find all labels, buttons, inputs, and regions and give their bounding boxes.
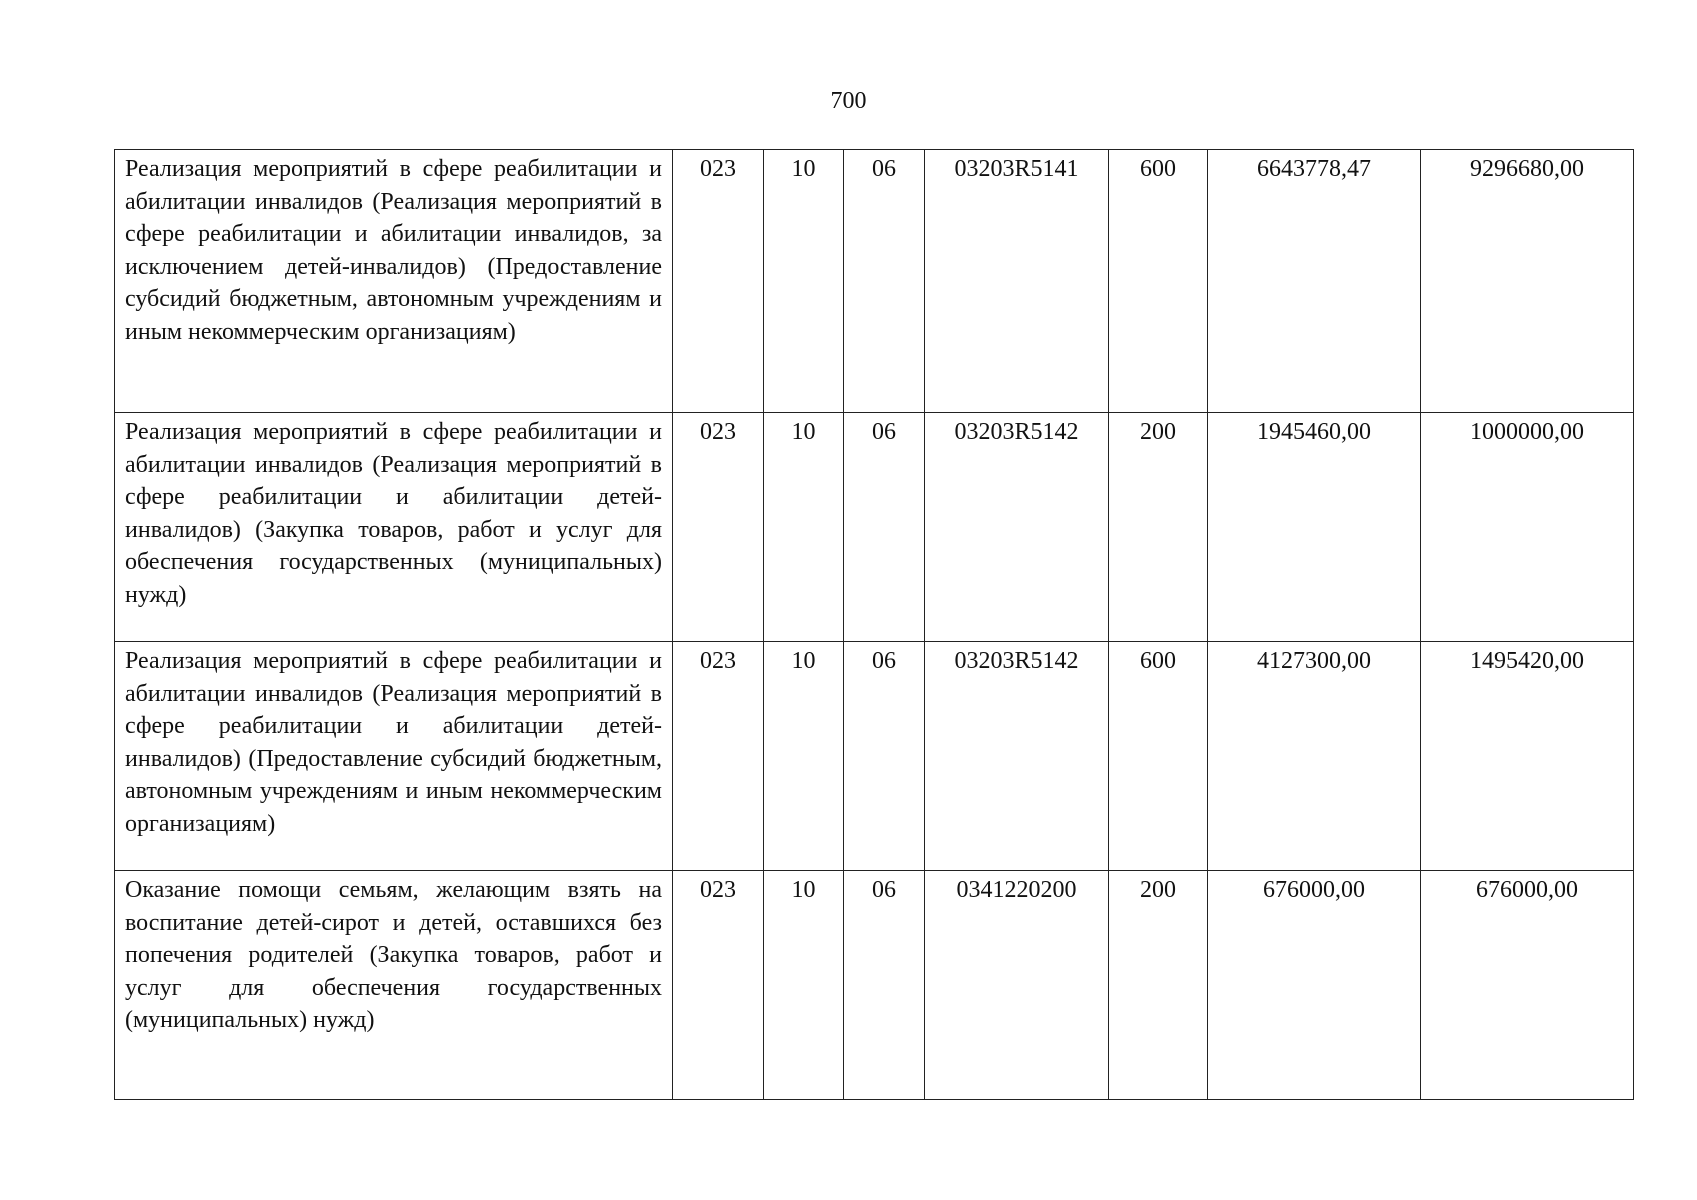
row-expense-type: 200 — [1109, 413, 1208, 642]
table-row — [115, 413, 1634, 642]
row-description: Оказание помощи семьям, желающим взять на воспитание детей-сирот и детей, оставшихся без попечения родителей (Закупка товаров, работ и услуг для обеспечения государственных (муниципальных) нужд) — [115, 871, 673, 1100]
row-target-article: 03203R5141 — [925, 150, 1109, 413]
row-subsection-code: 06 — [844, 150, 925, 413]
table-row — [115, 150, 1634, 413]
page-number: 700 — [830, 88, 867, 114]
row-amount-2: 676000,00 — [1421, 871, 1634, 1100]
row-section-code: 10 — [764, 150, 844, 413]
row-amount-1: 4127300,00 — [1208, 642, 1421, 871]
row-section-code: 10 — [764, 871, 844, 1100]
row-ministry-code: 023 — [673, 642, 764, 871]
table-row — [115, 871, 1634, 1100]
row-expense-type: 600 — [1109, 150, 1208, 413]
row-amount-1: 1945460,00 — [1208, 413, 1421, 642]
row-section-code: 10 — [764, 413, 844, 642]
row-ministry-code: 023 — [673, 413, 764, 642]
row-target-article: 0341220200 — [925, 871, 1109, 1100]
row-amount-2: 9296680,00 — [1421, 150, 1634, 413]
row-expense-type: 200 — [1109, 871, 1208, 1100]
row-target-article: 03203R5142 — [925, 413, 1109, 642]
row-subsection-code: 06 — [844, 413, 925, 642]
table-row — [115, 642, 1634, 871]
row-ministry-code: 023 — [673, 150, 764, 413]
row-target-article: 03203R5142 — [925, 642, 1109, 871]
row-amount-1: 676000,00 — [1208, 871, 1421, 1100]
row-description: Реализация мероприятий в сфере реабилитации и абилитации инвалидов (Реализация мероприятий в сфере реабилитации и абилитации детей-инвалидов) (Предоставление субсидий бюджетным, автономным учреждениям и иным некоммерческим организациям) — [115, 642, 673, 871]
row-description: Реализация мероприятий в сфере реабилитации и абилитации инвалидов (Реализация мероприятий в сфере реабилитации и абилитации инвалидов, за исключением детей-инвалидов) (Предоставление субсидий бюджетным, автономным учреждениям и иным некоммерческим организациям) — [115, 150, 673, 413]
budget-table — [114, 149, 1634, 1100]
row-description: Реализация мероприятий в сфере реабилитации и абилитации инвалидов (Реализация мероприятий в сфере реабилитации и абилитации детей-инвалидов) (Закупка товаров, работ и услуг для обеспечения государственных (муниципальных) нужд) — [115, 413, 673, 642]
row-expense-type: 600 — [1109, 642, 1208, 871]
row-subsection-code: 06 — [844, 871, 925, 1100]
row-subsection-code: 06 — [844, 642, 925, 871]
row-ministry-code: 023 — [673, 871, 764, 1100]
row-section-code: 10 — [764, 642, 844, 871]
row-amount-1: 6643778,47 — [1208, 150, 1421, 413]
row-amount-2: 1495420,00 — [1421, 642, 1634, 871]
row-amount-2: 1000000,00 — [1421, 413, 1634, 642]
